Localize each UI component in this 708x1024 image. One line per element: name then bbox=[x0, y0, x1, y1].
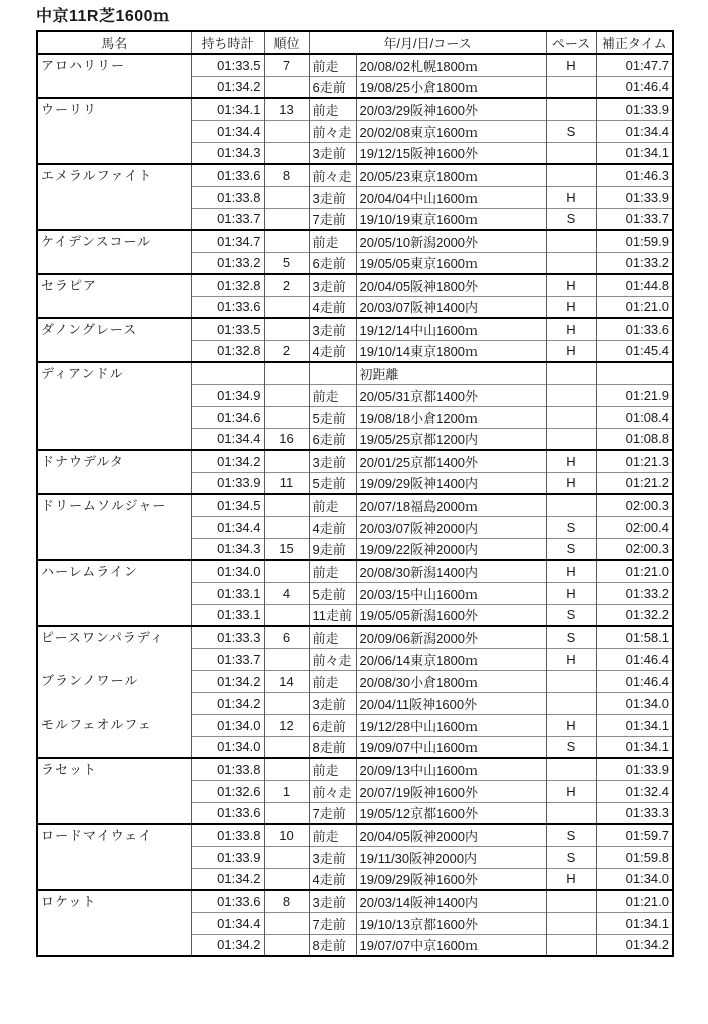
cell-pace: S bbox=[546, 516, 596, 538]
header-row bbox=[37, 31, 673, 54]
table-row bbox=[37, 758, 673, 780]
cell-rank bbox=[264, 142, 309, 164]
cell-best-time: 01:33.8 bbox=[191, 758, 264, 780]
horse-name-cell: ケイデンスコール bbox=[37, 230, 191, 274]
cell-adjusted-time: 01:34.4 bbox=[596, 120, 673, 142]
cell-best-time: 01:34.4 bbox=[191, 428, 264, 450]
cell-date-course: 19/08/25小倉1800ｍ bbox=[356, 76, 546, 98]
cell-adjusted-time: 01:34.1 bbox=[596, 736, 673, 758]
cell-pace bbox=[546, 428, 596, 450]
cell-rank bbox=[264, 186, 309, 208]
cell-adjusted-time: 01:59.9 bbox=[596, 230, 673, 252]
cell-run-label: 5走前 bbox=[309, 472, 356, 494]
cell-best-time: 01:34.5 bbox=[191, 494, 264, 516]
race-table-body bbox=[37, 54, 673, 956]
cell-date-course: 20/02/08東京1600ｍ bbox=[356, 120, 546, 142]
cell-date-course: 20/03/07阪神2000内 bbox=[356, 516, 546, 538]
cell-adjusted-time: 01:33.2 bbox=[596, 252, 673, 274]
cell-date-course: 19/12/28中山1600ｍ bbox=[356, 714, 546, 736]
cell-rank bbox=[264, 934, 309, 956]
cell-run-label: 4走前 bbox=[309, 868, 356, 890]
table-row bbox=[37, 54, 673, 76]
cell-pace: H bbox=[546, 274, 596, 296]
cell-rank bbox=[264, 648, 309, 670]
cell-best-time: 01:34.2 bbox=[191, 934, 264, 956]
cell-date-course: 19/10/14東京1800ｍ bbox=[356, 340, 546, 362]
cell-best-time: 01:33.9 bbox=[191, 846, 264, 868]
cell-best-time: 01:32.8 bbox=[191, 274, 264, 296]
cell-rank bbox=[264, 208, 309, 230]
cell-run-label: 前走 bbox=[309, 670, 356, 692]
cell-best-time: 01:33.1 bbox=[191, 604, 264, 626]
cell-best-time: 01:34.2 bbox=[191, 450, 264, 472]
cell-rank bbox=[264, 868, 309, 890]
cell-date-course: 20/05/31京都1400外 bbox=[356, 384, 546, 406]
cell-rank bbox=[264, 692, 309, 714]
col-header-horse-name: 馬名 bbox=[37, 31, 191, 54]
cell-best-time: 01:33.5 bbox=[191, 318, 264, 340]
cell-pace: H bbox=[546, 648, 596, 670]
cell-date-course: 19/05/05東京1600ｍ bbox=[356, 252, 546, 274]
cell-date-course: 20/04/04中山1600ｍ bbox=[356, 186, 546, 208]
cell-adjusted-time: 01:47.7 bbox=[596, 54, 673, 76]
cell-adjusted-time: 01:21.2 bbox=[596, 472, 673, 494]
cell-rank bbox=[264, 802, 309, 824]
cell-best-time: 01:33.7 bbox=[191, 208, 264, 230]
cell-date-course: 20/03/14阪神1400内 bbox=[356, 890, 546, 912]
cell-adjusted-time: 01:21.3 bbox=[596, 450, 673, 472]
cell-date-course: 20/08/02札幌1800ｍ bbox=[356, 54, 546, 76]
cell-best-time: 01:34.0 bbox=[191, 560, 264, 582]
cell-rank: 7 bbox=[264, 54, 309, 76]
cell-pace: H bbox=[546, 54, 596, 76]
horse-name-cell: ロードマイウェイ bbox=[37, 824, 191, 890]
cell-pace: H bbox=[546, 296, 596, 318]
cell-pace bbox=[546, 230, 596, 252]
cell-best-time: 01:34.9 bbox=[191, 384, 264, 406]
table-row bbox=[37, 362, 673, 384]
cell-pace bbox=[546, 890, 596, 912]
cell-adjusted-time: 01:32.2 bbox=[596, 604, 673, 626]
cell-run-label: 前々走 bbox=[309, 648, 356, 670]
cell-run-label: 前走 bbox=[309, 384, 356, 406]
cell-run-label: 前走 bbox=[309, 98, 356, 120]
cell-date-course: 20/03/15中山1600ｍ bbox=[356, 582, 546, 604]
horse-name: ピースワンパラディ bbox=[41, 630, 164, 645]
cell-best-time: 01:33.7 bbox=[191, 648, 264, 670]
cell-adjusted-time: 01:33.6 bbox=[596, 318, 673, 340]
cell-best-time: 01:34.2 bbox=[191, 692, 264, 714]
cell-date-course: 20/04/05阪神2000内 bbox=[356, 824, 546, 846]
cell-adjusted-time: 02:00.3 bbox=[596, 494, 673, 516]
col-header-date-course: 年/月/日/コース bbox=[309, 31, 546, 54]
cell-run-label: 前々走 bbox=[309, 164, 356, 186]
cell-pace: H bbox=[546, 318, 596, 340]
cell-best-time: 01:33.6 bbox=[191, 802, 264, 824]
cell-adjusted-time: 01:34.1 bbox=[596, 912, 673, 934]
table-row bbox=[37, 824, 673, 846]
col-header-pace: ペース bbox=[546, 31, 596, 54]
col-header-best-time: 持ち時計 bbox=[191, 31, 264, 54]
cell-pace: H bbox=[546, 186, 596, 208]
cell-pace bbox=[546, 934, 596, 956]
cell-pace bbox=[546, 670, 596, 692]
cell-date-course: 19/12/14中山1600ｍ bbox=[356, 318, 546, 340]
cell-date-course: 20/08/30新潟1400内 bbox=[356, 560, 546, 582]
cell-adjusted-time: 01:46.4 bbox=[596, 648, 673, 670]
cell-pace bbox=[546, 76, 596, 98]
cell-pace: H bbox=[546, 340, 596, 362]
cell-run-label: 3走前 bbox=[309, 692, 356, 714]
cell-date-course: 19/10/19東京1600ｍ bbox=[356, 208, 546, 230]
cell-run-label: 5走前 bbox=[309, 406, 356, 428]
cell-pace bbox=[546, 98, 596, 120]
horse-name-cell: ウーリリ bbox=[37, 98, 191, 164]
cell-date-course: 20/07/19阪神1600外 bbox=[356, 780, 546, 802]
cell-rank bbox=[264, 560, 309, 582]
cell-best-time: 01:34.2 bbox=[191, 670, 264, 692]
cell-adjusted-time: 02:00.3 bbox=[596, 538, 673, 560]
cell-date-course: 19/09/29阪神1400内 bbox=[356, 472, 546, 494]
cell-pace bbox=[546, 362, 596, 384]
cell-date-course: 20/03/07阪神1400内 bbox=[356, 296, 546, 318]
cell-pace bbox=[546, 758, 596, 780]
cell-pace: S bbox=[546, 824, 596, 846]
cell-run-label: 8走前 bbox=[309, 736, 356, 758]
cell-rank: 4 bbox=[264, 582, 309, 604]
cell-rank: 5 bbox=[264, 252, 309, 274]
cell-date-course: 20/01/25京都1400外 bbox=[356, 450, 546, 472]
cell-adjusted-time: 01:32.4 bbox=[596, 780, 673, 802]
cell-rank bbox=[264, 516, 309, 538]
cell-run-label: 3走前 bbox=[309, 846, 356, 868]
cell-run-label: 3走前 bbox=[309, 890, 356, 912]
cell-rank bbox=[264, 76, 309, 98]
cell-run-label: 前走 bbox=[309, 230, 356, 252]
cell-rank: 2 bbox=[264, 340, 309, 362]
cell-rank: 2 bbox=[264, 274, 309, 296]
cell-pace: H bbox=[546, 780, 596, 802]
cell-rank bbox=[264, 384, 309, 406]
cell-adjusted-time: 01:21.0 bbox=[596, 560, 673, 582]
cell-rank bbox=[264, 230, 309, 252]
cell-pace: S bbox=[546, 538, 596, 560]
cell-date-course: 19/11/30阪神2000内 bbox=[356, 846, 546, 868]
cell-rank: 16 bbox=[264, 428, 309, 450]
cell-date-course: 19/09/22阪神2000内 bbox=[356, 538, 546, 560]
cell-rank bbox=[264, 912, 309, 934]
horse-name-cell: ロケット bbox=[37, 890, 191, 956]
cell-run-label: 前走 bbox=[309, 626, 356, 648]
cell-best-time: 01:33.5 bbox=[191, 54, 264, 76]
cell-run-label: 前走 bbox=[309, 758, 356, 780]
cell-pace: S bbox=[546, 604, 596, 626]
cell-pace: H bbox=[546, 582, 596, 604]
cell-best-time: 01:34.0 bbox=[191, 714, 264, 736]
cell-best-time: 01:33.6 bbox=[191, 164, 264, 186]
table-row bbox=[37, 98, 673, 120]
cell-best-time: 01:34.7 bbox=[191, 230, 264, 252]
cell-adjusted-time: 01:08.4 bbox=[596, 406, 673, 428]
horse-name-cell: ダノングレース bbox=[37, 318, 191, 362]
table-row bbox=[37, 230, 673, 252]
cell-adjusted-time: 01:21.0 bbox=[596, 890, 673, 912]
cell-adjusted-time: 01:59.8 bbox=[596, 846, 673, 868]
cell-best-time: 01:34.4 bbox=[191, 516, 264, 538]
cell-best-time: 01:33.6 bbox=[191, 296, 264, 318]
cell-rank: 15 bbox=[264, 538, 309, 560]
cell-best-time: 01:32.6 bbox=[191, 780, 264, 802]
cell-adjusted-time: 01:58.1 bbox=[596, 626, 673, 648]
horse-name-cell: ドリームソルジャー bbox=[37, 494, 191, 560]
cell-best-time: 01:33.8 bbox=[191, 824, 264, 846]
horse-name-cell: ハーレムライン bbox=[37, 560, 191, 626]
cell-adjusted-time bbox=[596, 362, 673, 384]
cell-adjusted-time: 01:59.7 bbox=[596, 824, 673, 846]
cell-pace: S bbox=[546, 208, 596, 230]
cell-adjusted-time: 01:33.3 bbox=[596, 802, 673, 824]
cell-rank bbox=[264, 494, 309, 516]
cell-run-label: 6走前 bbox=[309, 76, 356, 98]
cell-date-course: 20/05/23東京1800ｍ bbox=[356, 164, 546, 186]
cell-best-time: 01:34.3 bbox=[191, 142, 264, 164]
cell-run-label bbox=[309, 362, 356, 384]
horse-name-cell: ディアンドル bbox=[37, 362, 191, 450]
cell-date-course: 20/04/11阪神1600外 bbox=[356, 692, 546, 714]
cell-adjusted-time: 01:21.0 bbox=[596, 296, 673, 318]
cell-run-label: 3走前 bbox=[309, 450, 356, 472]
cell-pace: S bbox=[546, 736, 596, 758]
cell-adjusted-time: 01:34.2 bbox=[596, 934, 673, 956]
cell-date-course: 20/06/14東京1800ｍ bbox=[356, 648, 546, 670]
cell-adjusted-time: 01:08.8 bbox=[596, 428, 673, 450]
cell-best-time: 01:34.1 bbox=[191, 98, 264, 120]
horse-name-cell bbox=[37, 626, 191, 758]
cell-run-label: 7走前 bbox=[309, 912, 356, 934]
table-row bbox=[37, 164, 673, 186]
cell-date-course: 20/03/29阪神1600外 bbox=[356, 98, 546, 120]
cell-adjusted-time: 01:34.0 bbox=[596, 868, 673, 890]
cell-rank: 12 bbox=[264, 714, 309, 736]
cell-pace: H bbox=[546, 450, 596, 472]
table-row bbox=[37, 494, 673, 516]
cell-rank bbox=[264, 318, 309, 340]
cell-best-time: 01:33.3 bbox=[191, 626, 264, 648]
cell-rank bbox=[264, 296, 309, 318]
cell-rank bbox=[264, 604, 309, 626]
cell-run-label: 7走前 bbox=[309, 802, 356, 824]
cell-adjusted-time: 01:46.4 bbox=[596, 76, 673, 98]
cell-best-time: 01:33.1 bbox=[191, 582, 264, 604]
cell-rank: 8 bbox=[264, 890, 309, 912]
table-row bbox=[37, 626, 673, 648]
cell-rank bbox=[264, 450, 309, 472]
cell-run-label: 前走 bbox=[309, 494, 356, 516]
col-header-rank: 順位 bbox=[264, 31, 309, 54]
cell-best-time bbox=[191, 362, 264, 384]
cell-best-time: 01:33.9 bbox=[191, 472, 264, 494]
cell-best-time: 01:34.4 bbox=[191, 120, 264, 142]
cell-rank bbox=[264, 846, 309, 868]
cell-best-time: 01:34.6 bbox=[191, 406, 264, 428]
cell-adjusted-time: 01:45.4 bbox=[596, 340, 673, 362]
cell-adjusted-time: 01:34.1 bbox=[596, 714, 673, 736]
cell-date-course: 19/09/29阪神1600外 bbox=[356, 868, 546, 890]
table-row bbox=[37, 318, 673, 340]
cell-pace: S bbox=[546, 120, 596, 142]
cell-pace bbox=[546, 252, 596, 274]
cell-pace bbox=[546, 692, 596, 714]
cell-run-label: 前走 bbox=[309, 54, 356, 76]
cell-best-time: 01:34.3 bbox=[191, 538, 264, 560]
table-row bbox=[37, 560, 673, 582]
cell-best-time: 01:34.2 bbox=[191, 76, 264, 98]
cell-run-label: 5走前 bbox=[309, 582, 356, 604]
col-header-adjusted-time: 補正タイム bbox=[596, 31, 673, 54]
horse-name-cell: ラセット bbox=[37, 758, 191, 824]
cell-pace bbox=[546, 142, 596, 164]
race-table bbox=[36, 30, 674, 957]
cell-adjusted-time: 01:34.0 bbox=[596, 692, 673, 714]
cell-run-label: 6走前 bbox=[309, 252, 356, 274]
cell-adjusted-time: 01:33.2 bbox=[596, 582, 673, 604]
cell-adjusted-time: 01:33.9 bbox=[596, 98, 673, 120]
cell-adjusted-time: 01:33.9 bbox=[596, 186, 673, 208]
cell-run-label: 9走前 bbox=[309, 538, 356, 560]
cell-run-label: 3走前 bbox=[309, 186, 356, 208]
cell-best-time: 01:34.2 bbox=[191, 868, 264, 890]
cell-date-course: 20/09/06新潟2000外 bbox=[356, 626, 546, 648]
cell-rank: 6 bbox=[264, 626, 309, 648]
cell-rank: 14 bbox=[264, 670, 309, 692]
cell-date-course: 19/07/07中京1600ｍ bbox=[356, 934, 546, 956]
cell-pace bbox=[546, 164, 596, 186]
cell-run-label: 3走前 bbox=[309, 318, 356, 340]
table-row bbox=[37, 274, 673, 296]
cell-rank: 8 bbox=[264, 164, 309, 186]
cell-rank: 13 bbox=[264, 98, 309, 120]
cell-rank: 1 bbox=[264, 780, 309, 802]
cell-rank bbox=[264, 120, 309, 142]
horse-name-cell: アロハリリー bbox=[37, 54, 191, 98]
cell-best-time: 01:33.8 bbox=[191, 186, 264, 208]
cell-pace bbox=[546, 912, 596, 934]
cell-pace bbox=[546, 406, 596, 428]
cell-run-label: 3走前 bbox=[309, 142, 356, 164]
cell-pace: H bbox=[546, 714, 596, 736]
horse-name: ブランノワール bbox=[41, 673, 139, 689]
cell-run-label: 前走 bbox=[309, 824, 356, 846]
cell-date-course: 20/07/18福島2000ｍ bbox=[356, 494, 546, 516]
cell-rank bbox=[264, 362, 309, 384]
cell-adjusted-time: 01:46.3 bbox=[596, 164, 673, 186]
table-row bbox=[37, 890, 673, 912]
cell-adjusted-time: 01:44.8 bbox=[596, 274, 673, 296]
cell-adjusted-time: 01:46.4 bbox=[596, 670, 673, 692]
cell-run-label: 6走前 bbox=[309, 714, 356, 736]
cell-pace bbox=[546, 802, 596, 824]
cell-date-course: 20/08/30小倉1800ｍ bbox=[356, 670, 546, 692]
cell-date-course: 19/05/05新潟1600外 bbox=[356, 604, 546, 626]
cell-adjusted-time: 01:34.1 bbox=[596, 142, 673, 164]
table-row bbox=[37, 450, 673, 472]
cell-date-course: 19/10/13京都1600外 bbox=[356, 912, 546, 934]
cell-best-time: 01:34.0 bbox=[191, 736, 264, 758]
cell-run-label: 前々走 bbox=[309, 780, 356, 802]
cell-pace: H bbox=[546, 560, 596, 582]
cell-date-course: 19/12/15阪神1600外 bbox=[356, 142, 546, 164]
cell-best-time: 01:33.6 bbox=[191, 890, 264, 912]
cell-rank bbox=[264, 736, 309, 758]
cell-pace bbox=[546, 384, 596, 406]
cell-date-course: 19/05/25京都1200内 bbox=[356, 428, 546, 450]
cell-pace: H bbox=[546, 472, 596, 494]
page-title: 中京11R芝1600ｍ bbox=[36, 8, 170, 25]
cell-adjusted-time: 02:00.4 bbox=[596, 516, 673, 538]
cell-best-time: 01:34.4 bbox=[191, 912, 264, 934]
cell-pace: S bbox=[546, 846, 596, 868]
cell-date-course: 20/05/10新潟2000外 bbox=[356, 230, 546, 252]
cell-rank bbox=[264, 758, 309, 780]
cell-run-label: 4走前 bbox=[309, 340, 356, 362]
cell-pace bbox=[546, 494, 596, 516]
cell-run-label: 4走前 bbox=[309, 296, 356, 318]
cell-run-label: 11走前 bbox=[309, 604, 356, 626]
cell-date-course: 19/09/07中山1600ｍ bbox=[356, 736, 546, 758]
cell-date-course: 20/09/13中山1600ｍ bbox=[356, 758, 546, 780]
cell-rank: 11 bbox=[264, 472, 309, 494]
cell-adjusted-time: 01:33.9 bbox=[596, 758, 673, 780]
cell-adjusted-time: 01:33.7 bbox=[596, 208, 673, 230]
cell-date-course: 20/04/05阪神1800外 bbox=[356, 274, 546, 296]
cell-date-course: 初距離 bbox=[356, 362, 546, 384]
horse-name-cell: エメラルファイト bbox=[37, 164, 191, 230]
horse-name: モルフェオルフェ bbox=[41, 716, 152, 732]
cell-pace: S bbox=[546, 626, 596, 648]
cell-run-label: 前々走 bbox=[309, 120, 356, 142]
merged-horse-names bbox=[38, 627, 191, 757]
cell-run-label: 8走前 bbox=[309, 934, 356, 956]
horse-name-cell: セラピア bbox=[37, 274, 191, 318]
cell-rank bbox=[264, 406, 309, 428]
horse-name-cell: ドナウデルタ bbox=[37, 450, 191, 494]
cell-rank: 10 bbox=[264, 824, 309, 846]
cell-adjusted-time: 01:21.9 bbox=[596, 384, 673, 406]
cell-run-label: 前走 bbox=[309, 560, 356, 582]
cell-pace: H bbox=[546, 868, 596, 890]
cell-date-course: 19/05/12京都1600外 bbox=[356, 802, 546, 824]
cell-run-label: 6走前 bbox=[309, 428, 356, 450]
cell-date-course: 19/08/18小倉1200ｍ bbox=[356, 406, 546, 428]
cell-run-label: 7走前 bbox=[309, 208, 356, 230]
cell-run-label: 3走前 bbox=[309, 274, 356, 296]
cell-best-time: 01:32.8 bbox=[191, 340, 264, 362]
cell-best-time: 01:33.2 bbox=[191, 252, 264, 274]
cell-run-label: 4走前 bbox=[309, 516, 356, 538]
